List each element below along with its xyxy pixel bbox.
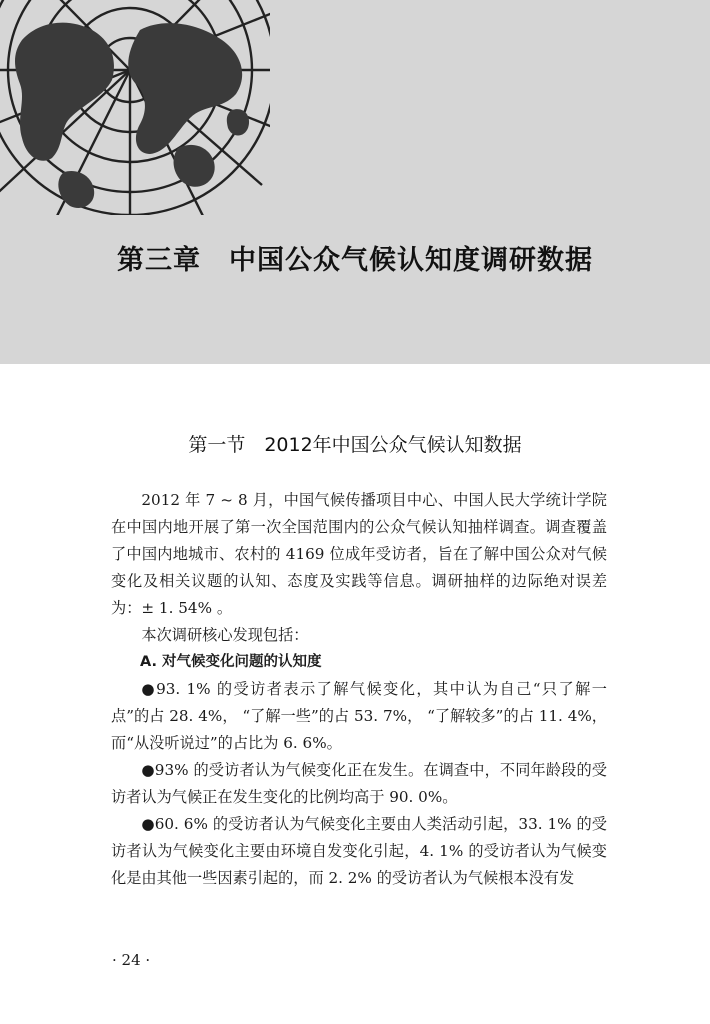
paragraph-findings-intro: 本次调研核心发现包括： bbox=[141, 626, 309, 644]
bullet-awareness-level: ●93. 1% 的受访者表示了解气候变化，其中认为自己“只了解一点”的占 28. 4%， “了解一些”的占 53. 7%， “了解较多”的占 11. 4%， 而“从没听说过”的占比为 6. 6%。 bbox=[111, 680, 607, 752]
section-title: 第一节 2012年中国公众气候认知数据 bbox=[188, 434, 522, 456]
globe-emblem-icon bbox=[0, 0, 270, 215]
chapter-title: 第三章 中国公众气候认知度调研数据 bbox=[117, 245, 593, 276]
body-text bbox=[111, 487, 607, 892]
subheading-awareness: A. 对气候变化问题的认知度 bbox=[140, 654, 322, 670]
page-number: · 24 · bbox=[112, 951, 151, 969]
paragraph-survey-intro: 2012 年 7 ~ 8 月，中国气候传播项目中心、中国人民大学统计学院在中国内地开展了第一次全国范围内的公众气候认知抽样调查。调查覆盖了中国内地城市、农村的 4169 位成年受访者，旨在了解中国公众对气候变化及相关议题的认知、态度及实践等信息。调研抽样的边际绝对误差为：± 1. 54% 。 bbox=[111, 491, 607, 617]
bullet-causes: ●60. 6% 的受访者认为气候变化主要由人类活动引起，33. 1% 的受访者认为气候变化主要由环境自发变化引起，4. 1% 的受访者认为气候变化是由其他一些因素引起的，而 2. 2% 的受访者认为气候根本没有发 bbox=[111, 815, 607, 887]
bullet-change-happening: ●93% 的受访者认为气候变化正在发生。在调查中，不同年龄段的受访者认为气候正在发生变化的比例均高于 90. 0%。 bbox=[111, 761, 607, 806]
chapter-header-band bbox=[0, 0, 710, 364]
